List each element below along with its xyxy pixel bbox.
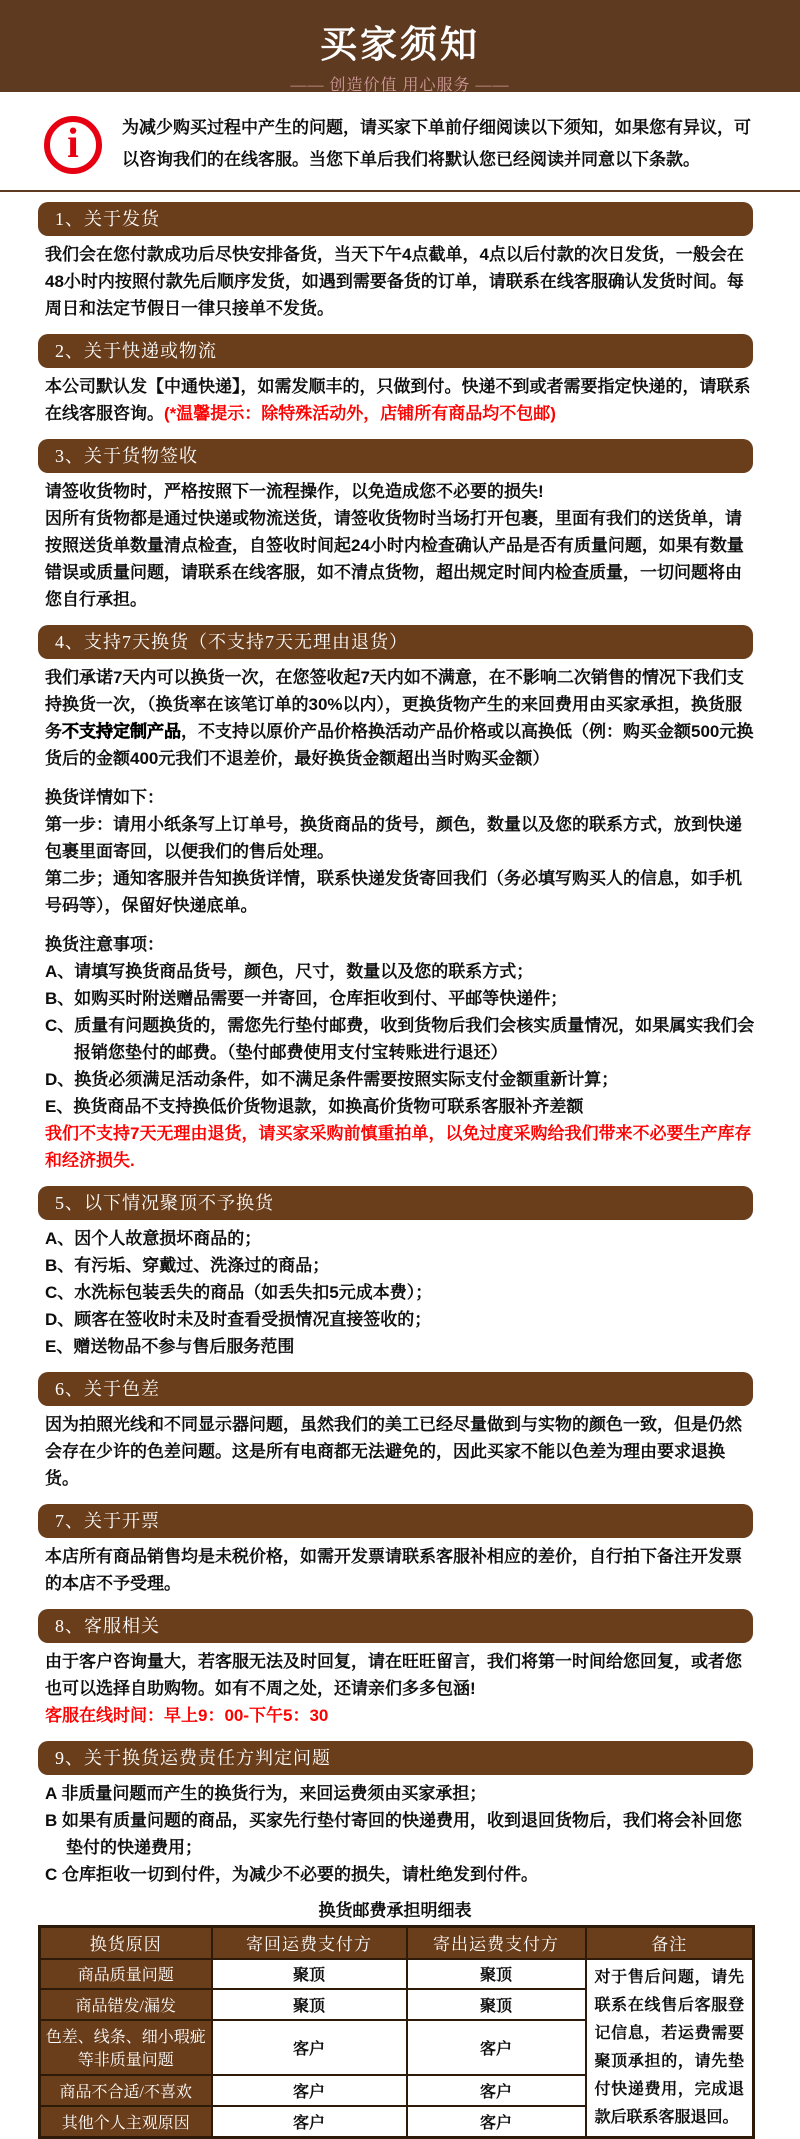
paragraph — [45, 784, 758, 811]
section-body — [0, 473, 800, 615]
postage-table-section — [0, 1896, 800, 2139]
paragraph — [45, 1780, 758, 1807]
divider — [0, 190, 800, 192]
body-text: 我们承诺7天内可以换货一次，在您签收起7天内如不满意，在不影响二次销售的情况下我们支持换货一次，（换货率在该笔订单的30%以内），更换货物产生的来回费用由买家承担，换货服务 — [45, 668, 744, 741]
return-payer-cell: 聚顶 — [212, 1959, 407, 1990]
section-header-bar: 8、客服相关 — [38, 1609, 753, 1643]
info-icon: i — [44, 116, 102, 174]
section-header-bar: 2、关于快递或物流 — [38, 334, 753, 368]
paragraph — [45, 1411, 758, 1492]
reason-cell: 商品错发/漏发 — [40, 1989, 212, 2020]
send-payer-cell: 客户 — [407, 2075, 586, 2106]
section-header-bar: 1、关于发货 — [38, 202, 753, 236]
section-header-bar: 5、以下情况聚顶不予换货 — [38, 1186, 753, 1220]
body-text: 请签收货物时，严格按照下一流程操作，以免造成您不必要的损失! — [45, 482, 544, 501]
reason-cell: 商品质量问题 — [40, 1959, 212, 1990]
paragraph — [45, 865, 758, 919]
section-header-bar: 9、关于换货运费责任方判定问题 — [38, 1741, 753, 1775]
body-text: E、赠送物品不参与售后服务范围 — [45, 1337, 295, 1356]
table-header-cell: 备注 — [586, 1927, 754, 1959]
body-text: 因为拍照光线和不同显示器问题，虽然我们的美工已经尽量做到与实物的颜色一致，但是仍然会存在少许的色差问题。这是所有电商都无法避免的，因此买家不能以色差为理由要求退换货。 — [45, 1415, 742, 1488]
intro-text: 为减少购买过程中产生的问题，请买家下单前仔细阅读以下须知，如果您有异议，可以咨询我们的在线客服。当您下单后我们将默认您已经阅读并同意以下条款。 — [122, 118, 751, 169]
paragraph — [45, 1252, 758, 1279]
table-header-cell: 寄回运费支付方 — [212, 1927, 407, 1959]
paragraph — [45, 1279, 758, 1306]
body-text: C 仓库拒收一切到付件，为减少不必要的损失，请杜绝发到付件。 — [45, 1865, 538, 1884]
reason-cell: 色差、线条、细小瑕疵等非质量问题 — [40, 2020, 212, 2075]
section-body — [0, 236, 800, 324]
body-text: ，不支持以原价产品价格换活动产品价格或以高换低（例：购买金额500元换货后的金额400元我们不退差价，最好换货金额超出当时购买金额） — [45, 722, 754, 768]
paragraph — [45, 664, 758, 772]
paragraph — [45, 1543, 758, 1597]
section-header-bar: 7、关于开票 — [38, 1504, 753, 1538]
section-header-bar: 3、关于货物签收 — [38, 439, 753, 473]
paragraph — [45, 1333, 758, 1360]
body-text: B、有污垢、穿戴过、洗涤过的商品； — [45, 1256, 330, 1275]
paragraph — [45, 1093, 758, 1120]
send-payer-cell: 客户 — [407, 2106, 586, 2137]
return-payer-cell: 客户 — [212, 2106, 407, 2137]
page-title: 买家须知 — [320, 25, 480, 66]
body-text: B、如购买时附送赠品需要一并寄回，仓库拒收到付、平邮等快递件； — [45, 989, 568, 1008]
section-body — [0, 368, 800, 429]
banner-subtitle: —— 创造价值 用心服务 —— — [290, 77, 510, 94]
body-text: D、换货必须满足活动条件，如不满足条件需要按照实际支付金额重新计算； — [45, 1070, 619, 1089]
body-text: A、因个人故意损坏商品的； — [45, 1229, 262, 1248]
send-payer-cell: 客户 — [407, 2020, 586, 2075]
warning-text: (*温馨提示：除特殊活动外，店铺所有商品均不包邮) — [164, 404, 556, 423]
body-text: 我们会在您付款成功后尽快安排备货，当天下午4点截单，4点以后付款的次日发货，一般会在48小时内按照付款先后顺序发货，如遇到需要备货的订单，请联系在线客服确认发货时间。每周日和法定节假日一律只接单不发货。 — [45, 245, 744, 318]
section-body — [0, 659, 800, 1176]
return-payer-cell: 客户 — [212, 2020, 407, 2075]
paragraph — [45, 985, 758, 1012]
section-body — [0, 1643, 800, 1731]
reason-cell: 商品不合适/不喜欢 — [40, 2075, 212, 2106]
body-text: D、顾客在签收时未及时查看受损情况直接签收的； — [45, 1310, 432, 1329]
table-header-row — [40, 1927, 754, 1959]
banner — [0, 0, 800, 92]
return-payer-cell: 客户 — [212, 2075, 407, 2106]
body-text: C、质量有问题换货的，需您先行垫付邮费，收到货物后我们会核实质量情况，如果属实我们会报销您垫付的邮费。（垫付邮费使用支付宝转账进行退还） — [45, 1016, 755, 1062]
paragraph — [45, 373, 758, 427]
paragraph — [45, 931, 758, 958]
table-row — [40, 1959, 754, 1990]
body-text: 换货详情如下： — [45, 788, 164, 807]
table-header-cell: 寄出运费支付方 — [407, 1927, 586, 1959]
paragraph — [45, 1648, 758, 1702]
body-text: 因所有货物都是通过快递或物流送货，请签收货物时当场打开包裹，里面有我们的送货单，请按照送货单数量清点检查，自签收时间起24小时内检查确认产品是否有质量问题，如果有数量错误或质量问题，请联系在线客服，如不清点货物，超出规定时间内检查质量，一切问题将由您自行承担。 — [45, 509, 744, 609]
remark-cell: 对于售后问题，请先联系在线售后客服登记信息，若运费需要聚顶承担的，请先垫付快递费用，完成退款后联系客服退回。 — [586, 1959, 754, 2138]
body-text: 本公司默认发【中通快递】，如需发顺丰的，只做到付。快递不到或者需要指定快递的，请联系在线客服咨询。 — [45, 377, 751, 423]
section-body — [0, 1775, 800, 1890]
body-text: 第一步：请用小纸条写上订单号，换货商品的货号，颜色，数量以及您的联系方式，放到快递包裹里面寄回，以便我们的售后处理。 — [45, 815, 742, 861]
body-text: B 如果有质量问题的商品，买家先行垫付寄回的快递费用，收到退回货物后，我们将会补回您垫付的快递费用； — [45, 1811, 742, 1857]
section-header-bar: 6、关于色差 — [38, 1372, 753, 1406]
body-text: 第二步；通知客服并告知换货详情，联系快递发货寄回我们（务必填写购买人的信息，如手机号码等），保留好快递底单。 — [45, 869, 742, 915]
table-title: 换货邮费承担明细表 — [318, 1901, 472, 1920]
paragraph — [45, 1066, 758, 1093]
send-payer-cell: 聚顶 — [407, 1989, 586, 2020]
table-header-cell: 换货原因 — [40, 1927, 212, 1959]
postage-table — [38, 1925, 755, 2139]
return-payer-cell: 聚顶 — [212, 1989, 407, 2020]
paragraph — [45, 1120, 758, 1174]
body-text: E、换货商品不支持换低价货物退款，如换高价货物可联系客服补齐差额 — [45, 1097, 584, 1116]
paragraph — [45, 1225, 758, 1252]
paragraph — [45, 241, 758, 322]
send-payer-cell: 聚顶 — [407, 1959, 586, 1990]
sections-container — [0, 202, 800, 1890]
paragraph — [45, 1861, 758, 1888]
body-text: 换货注意事项： — [45, 935, 164, 954]
paragraph — [45, 1306, 758, 1333]
paragraph — [45, 1012, 758, 1066]
section-body — [0, 1220, 800, 1362]
section-body — [0, 1406, 800, 1494]
reason-cell: 其他个人主观原因 — [40, 2106, 212, 2137]
intro-notice — [0, 92, 800, 176]
section-header-bar: 4、支持7天换货（不支持7天无理由退货） — [38, 625, 753, 659]
paragraph — [45, 505, 758, 613]
section-body — [0, 1538, 800, 1599]
body-text: A、请填写换货商品货号，颜色，尺寸，数量以及您的联系方式； — [45, 962, 534, 981]
body-text: 由于客户咨询量大，若客服无法及时回复，请在旺旺留言，我们将第一时间给您回复，或者您也可以选择自助购物。如有不周之处，还请亲们多多包涵! — [45, 1652, 742, 1698]
warning-text: 我们不支持7天无理由退货，请买家采购前慎重拍单，以免过度采购给我们带来不必要生产库存和经济损失. — [45, 1124, 752, 1170]
body-text: A 非质量问题而产生的换货行为，来回运费须由买家承担； — [45, 1784, 487, 1803]
paragraph — [45, 958, 758, 985]
warning-text: 客服在线时间：早上9：00-下午5：30 — [45, 1706, 329, 1725]
body-text: 不支持定制产品 — [62, 722, 181, 741]
paragraph — [45, 1702, 758, 1729]
paragraph — [45, 478, 758, 505]
body-text: C、水洗标包装丢失的商品（如丢失扣5元成本费）； — [45, 1283, 433, 1302]
paragraph — [45, 811, 758, 865]
body-text: 本店所有商品销售均是未税价格，如需开发票请联系客服补相应的差价，自行拍下备注开发票的本店不予受理。 — [45, 1547, 742, 1593]
paragraph — [45, 1807, 758, 1861]
